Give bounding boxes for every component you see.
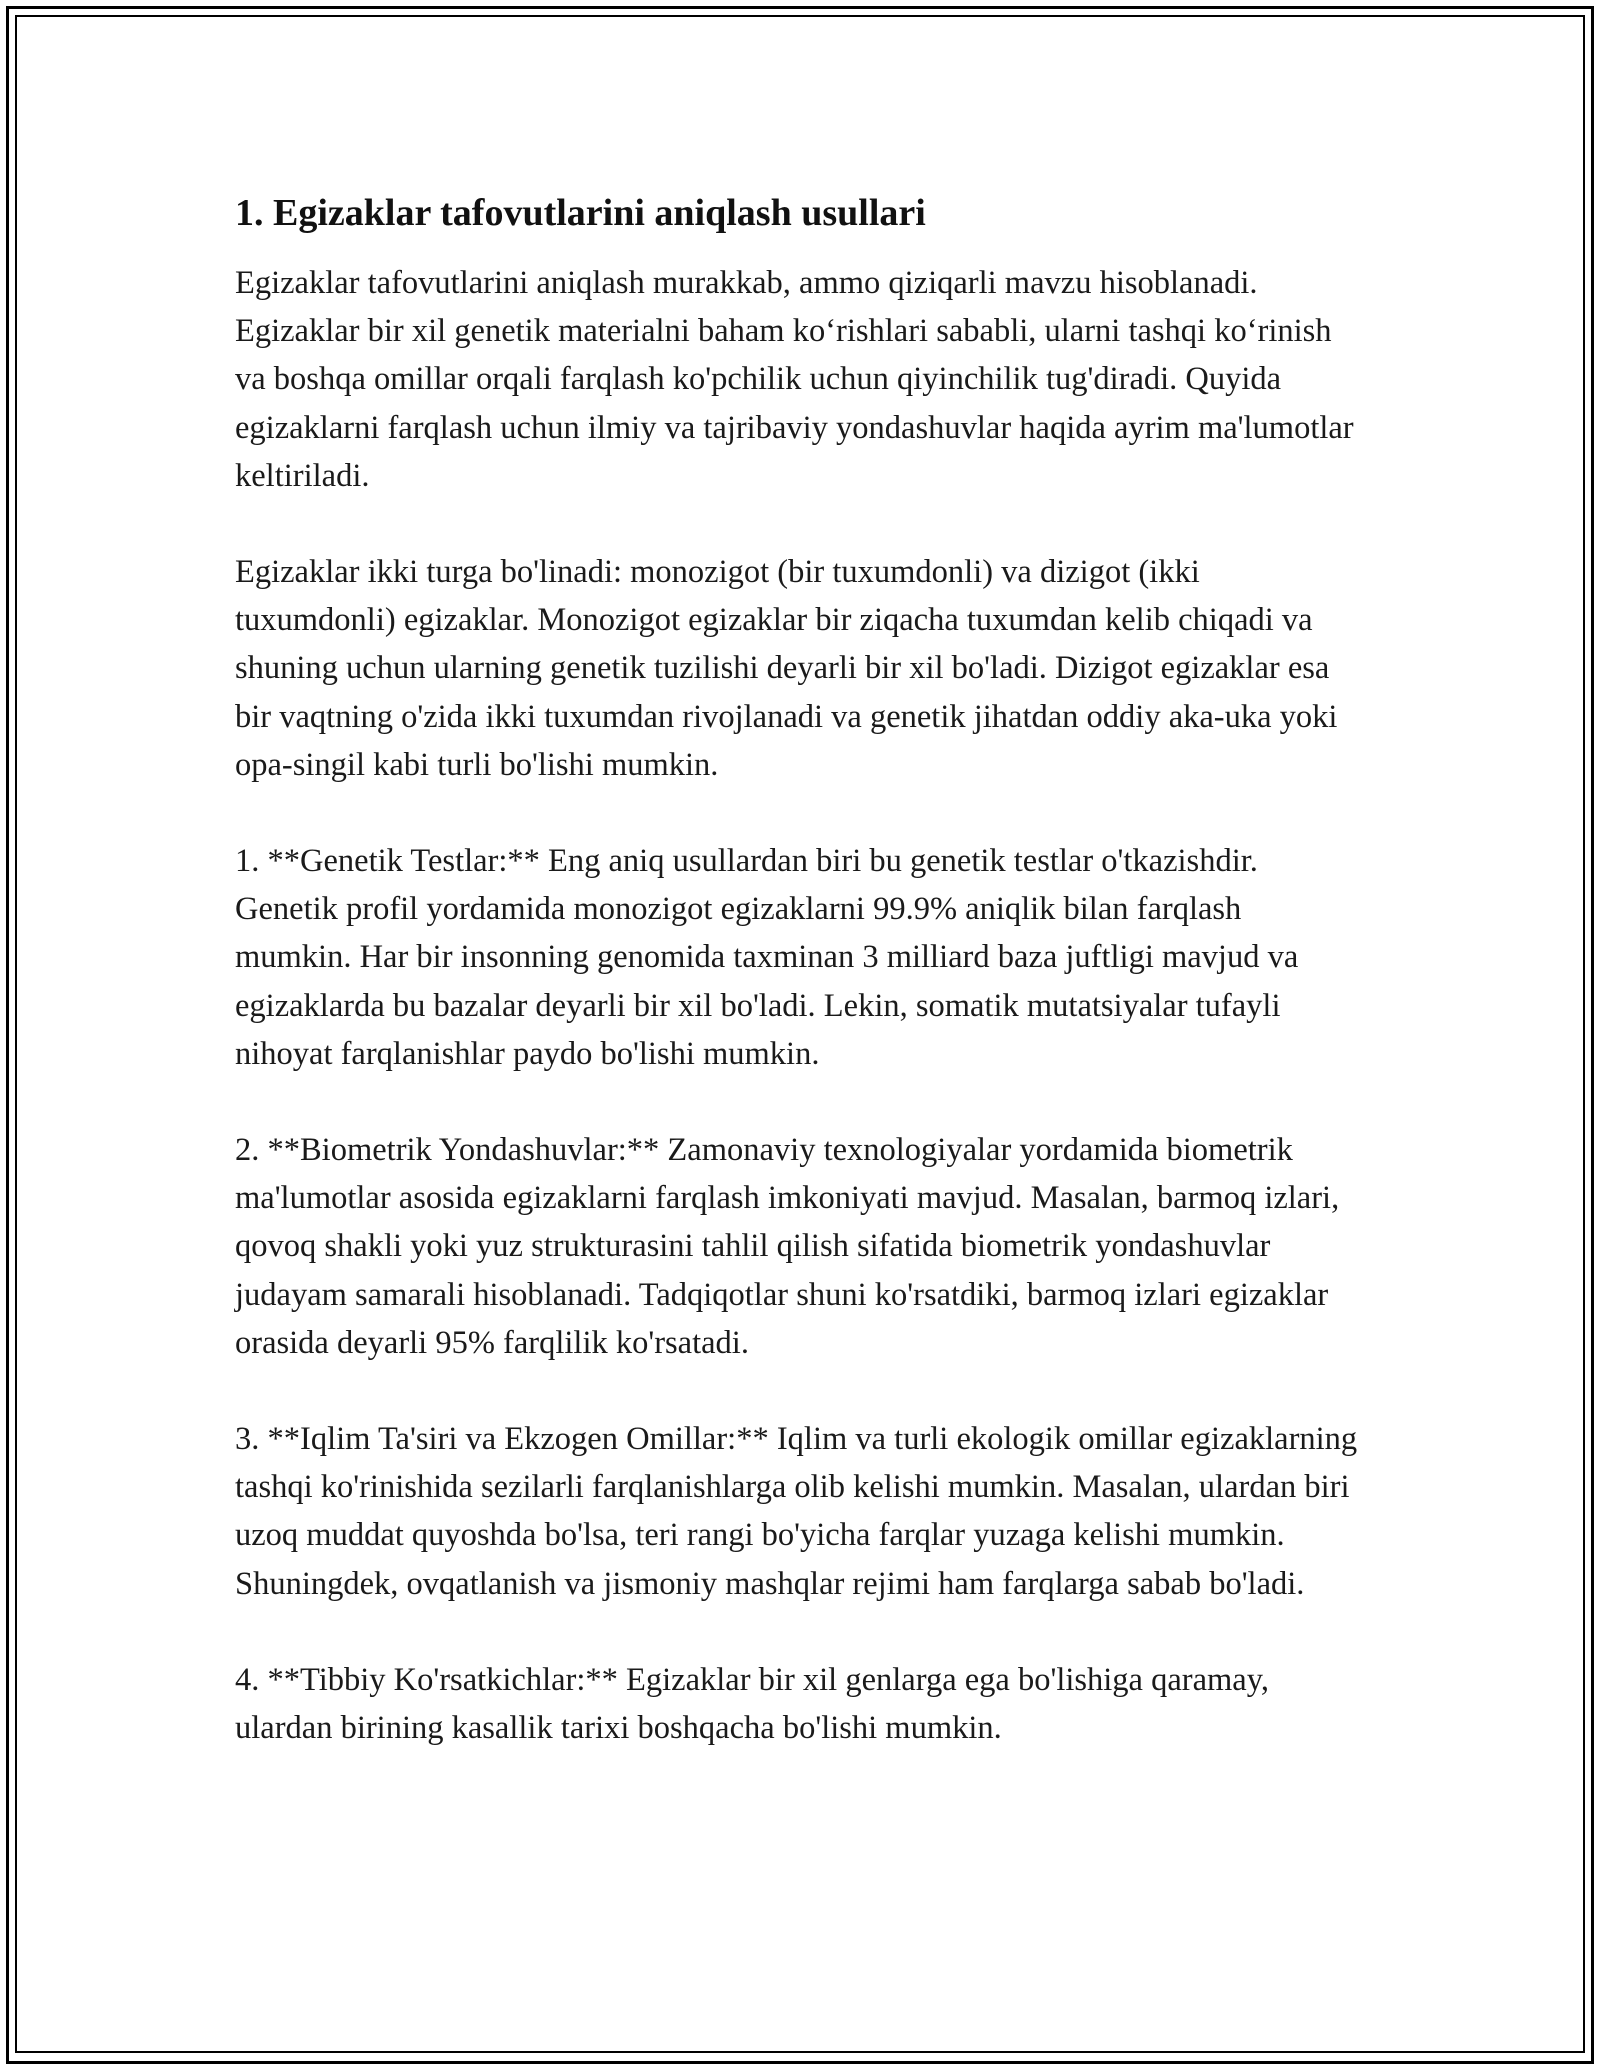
paragraph-intro: Egizaklar tafovutlarini aniqlash murakkab, ammo qiziqarli mavzu hisoblanadi. Egizaklar bir xil genetik materialni baham ko‘rishlari sababli, ularni tashqi ko‘rinish va boshqa omillar orqali farqlash ko'pchilik uchun qiyinchilik tug'diradi. Quyida egizaklarni farqlash uchun ilmiy va tajribaviy yondashuvlar haqida ayrim ma'lumotlar keltiriladi. — [235, 265, 1354, 494]
paragraph-climate-factors: 3. **Iqlim Ta'siri va Ekzogen Omillar:** Iqlim va turli ekologik omillar egizaklarning tashqi ko'rinishida sezilarli farqlanishlarga olib kelishi mumkin. Masalan, ulardan biri uzoq muddat quyoshda bo'lsa, teri rangi bo'yicha farqlar yuzaga kelishi mumkin. Shuningdek, ovqatlanish va jismoniy mashqlar rejimi ham farqlarga sabab bo'ladi. — [235, 1421, 1358, 1602]
document-page — [235, 185, 1365, 1800]
paragraph-medical-indicators: 4. **Tibbiy Ko'rsatkichlar:** Egizaklar bir xil genlarga ega bo'lishiga qaramay, ulardan birining kasallik tarixi boshqacha bo'lishi mumkin. — [235, 1661, 1270, 1747]
paragraph-biometric-approaches: 2. **Biometrik Yondashuvlar:** Zamonaviy texnologiyalar yordamida biometrik ma'lumotlar asosida egizaklarni farqlash imkoniyati mavjud. Masalan, barmoq izlari, qovoq shakli yoki yuz strukturasini tahlil qilish sifatida biometrik yondashuvlar judayam samarali hisoblanadi. Tadqiqotlar shuni ko'rsatdiki, barmoq izlari egizaklar orasida deyarli 95% farqlilik ko'rsatadi. — [235, 1132, 1340, 1361]
section-title: 1. Egizaklar tafovutlarini aniqlash usullari — [235, 192, 926, 234]
paragraph-genetic-tests: 1. **Genetik Testlar:** Eng aniq usullardan biri bu genetik testlar o'tkazishdir. Genetik profil yordamida monozigot egizaklarni 99.9% aniqlik bilan farqlash mumkin. Har bir insonning genomida taxminan 3 milliard baza juftligi mavjud va egizaklarda bu bazalar deyarli bir xil bo'ladi. Lekin, somatik mutatsiyalar tufayli nihoyat farqlanishlar paydo bo'lishi mumkin. — [235, 843, 1299, 1072]
paragraph-twin-types: Egizaklar ikki turga bo'linadi: monozigot (bir tuxumdonli) va dizigot (ikki tuxumdonli) egizaklar. Monozigot egizaklar bir ziqacha tuxumdan kelib chiqadi va shuning uchun ularning genetik tuzilishi deyarli bir xil bo'ladi. Dizigot egizaklar esa bir vaqtning o'zida ikki tuxumdan rivojlanadi va genetik jihatdan oddiy aka-uka yoki opa-singil kabi turli bo'lishi mumkin. — [235, 554, 1338, 783]
